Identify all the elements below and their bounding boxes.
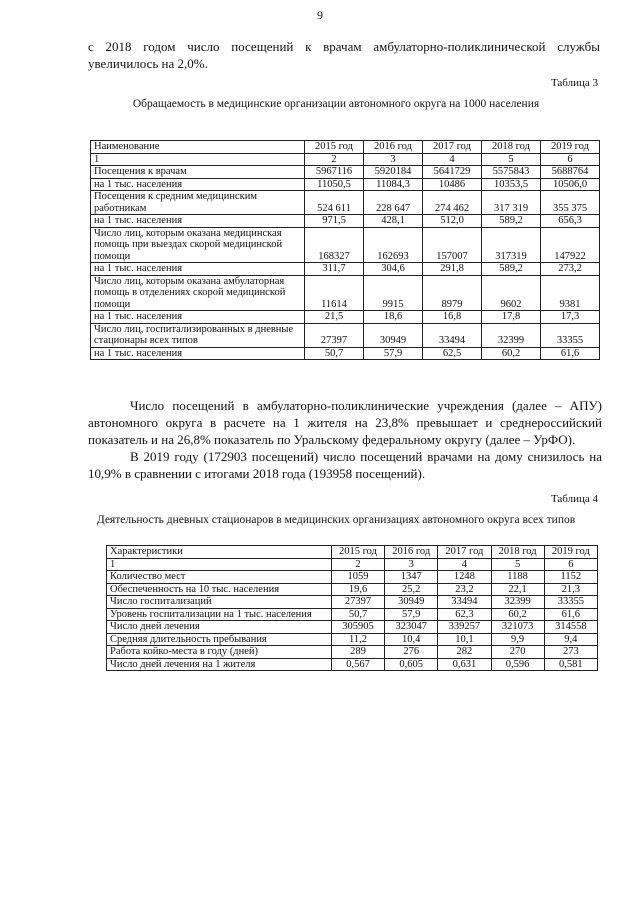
table-row — [107, 658, 598, 671]
table3-caption: Таблица 3 — [550, 77, 598, 89]
table-row — [91, 166, 600, 179]
cell-value: 33494 — [423, 323, 482, 347]
cell-value: 317 319 — [482, 191, 541, 215]
cell-value: 0,631 — [438, 658, 491, 671]
cell-value: 162693 — [364, 227, 423, 263]
cell-value: 5967116 — [305, 166, 364, 179]
paragraph-apu: Число посещений в амбулаторно-поликлинические учреждения (далее – АПУ) автономного округа в расчете на 1 жителя на 23,8% превышает и среднероссийский показатель и на 26,8% показатель по Уральскому федеральному округу (далее – УрФО). — [88, 398, 602, 447]
intro-paragraph: с 2018 годом число посещений к врачам амбулаторно-поликлинической службы увеличилось на 2,0%. — [88, 39, 600, 71]
table-row — [107, 583, 598, 596]
row-label: Средняя длительность пребывания — [107, 633, 332, 646]
cell-value: 10506,0 — [541, 178, 600, 191]
cell-value: 0,605 — [385, 658, 438, 671]
cell-value: 62,5 — [423, 347, 482, 360]
cell-value: 273 — [544, 646, 597, 659]
cell-value: 2018 год — [482, 141, 541, 154]
row-label: Число лиц, госпитализированных в дневные стационары всех типов — [91, 323, 305, 347]
cell-value: 3 — [364, 153, 423, 166]
cell-value: 6 — [541, 153, 600, 166]
row-label: Количество мест — [107, 571, 332, 584]
cell-value: 21,3 — [544, 583, 597, 596]
cell-value: 4 — [438, 558, 491, 571]
cell-value: 355 375 — [541, 191, 600, 215]
cell-value: 512,0 — [423, 215, 482, 228]
cell-value: 2 — [305, 153, 364, 166]
cell-value: 33355 — [544, 596, 597, 609]
cell-value: 589,2 — [482, 215, 541, 228]
cell-value: 8979 — [423, 275, 482, 311]
cell-value: 3 — [385, 558, 438, 571]
cell-value: 33355 — [541, 323, 600, 347]
table-row — [91, 191, 600, 215]
row-label: Посещения к врачам — [91, 166, 305, 179]
cell-value: 25,2 — [385, 583, 438, 596]
table-row — [107, 646, 598, 659]
row-label: Число дней лечения — [107, 621, 332, 634]
cell-value: 11084,3 — [364, 178, 423, 191]
cell-value: 305905 — [331, 621, 384, 634]
cell-value: 30949 — [364, 323, 423, 347]
cell-value: 50,7 — [305, 347, 364, 360]
paragraph-home-visits: В 2019 году (172903 посещений) число посещений врачами на дому снизилось на 10,9% в сравнении с итогами 2018 года (193958 посещений). — [88, 449, 602, 481]
cell-value: 5920184 — [364, 166, 423, 179]
cell-value: 9915 — [364, 275, 423, 311]
column-number-row — [107, 558, 598, 571]
page-number: 9 — [317, 8, 323, 22]
header-row — [91, 141, 600, 154]
cell-value: 2018 год — [491, 546, 544, 559]
cell-value: 61,6 — [541, 347, 600, 360]
cell-value: 19,6 — [331, 583, 384, 596]
cell-value: 289 — [331, 646, 384, 659]
cell-value: 314558 — [544, 621, 597, 634]
cell-value: 32399 — [482, 323, 541, 347]
cell-value: 0,596 — [491, 658, 544, 671]
cell-value: 30949 — [385, 596, 438, 609]
row-label: Число госпитализаций — [107, 596, 332, 609]
cell-value: 10353,5 — [482, 178, 541, 191]
cell-value: 9381 — [541, 275, 600, 311]
table-row — [91, 311, 600, 324]
table-row — [91, 263, 600, 276]
row-label: Число дней лечения на 1 жителя — [107, 658, 332, 671]
row-label: 1 — [107, 558, 332, 571]
row-label: Характеристики — [107, 546, 332, 559]
cell-value: 5641729 — [423, 166, 482, 179]
cell-value: 22,1 — [491, 583, 544, 596]
cell-value: 2017 год — [438, 546, 491, 559]
cell-value: 10486 — [423, 178, 482, 191]
cell-value: 11,2 — [331, 633, 384, 646]
table-row — [107, 633, 598, 646]
cell-value: 60,2 — [482, 347, 541, 360]
cell-value: 1152 — [544, 571, 597, 584]
table-row — [107, 596, 598, 609]
cell-value: 2017 год — [423, 141, 482, 154]
cell-value: 17,3 — [541, 311, 600, 324]
table-row — [91, 215, 600, 228]
cell-value: 589,2 — [482, 263, 541, 276]
cell-value: 2015 год — [331, 546, 384, 559]
row-label: Уровень госпитализации на 1 тыс. населения — [107, 608, 332, 621]
cell-value: 1188 — [491, 571, 544, 584]
cell-value: 5 — [482, 153, 541, 166]
cell-value: 23,2 — [438, 583, 491, 596]
cell-value: 971,5 — [305, 215, 364, 228]
cell-value: 282 — [438, 646, 491, 659]
row-label: на 1 тыс. населения — [91, 263, 305, 276]
cell-value: 11050,5 — [305, 178, 364, 191]
row-label: на 1 тыс. населения — [91, 178, 305, 191]
cell-value: 2015 год — [305, 141, 364, 154]
cell-value: 270 — [491, 646, 544, 659]
cell-value: 1248 — [438, 571, 491, 584]
table4 — [106, 545, 598, 671]
table-row — [91, 275, 600, 311]
cell-value: 10,1 — [438, 633, 491, 646]
cell-value: 147922 — [541, 227, 600, 263]
cell-value: 274 462 — [423, 191, 482, 215]
cell-value: 157007 — [423, 227, 482, 263]
cell-value: 21,5 — [305, 311, 364, 324]
cell-value: 11614 — [305, 275, 364, 311]
table-row — [107, 621, 598, 634]
cell-value: 62,3 — [438, 608, 491, 621]
cell-value: 57,9 — [364, 347, 423, 360]
table-row — [91, 347, 600, 360]
cell-value: 9,9 — [491, 633, 544, 646]
cell-value: 61,6 — [544, 608, 597, 621]
row-label: Посещения к средним медицинским работникам — [91, 191, 305, 215]
row-label: Число лиц, которым оказана амбулаторная помощь в отделениях скорой медицинской помощи — [91, 275, 305, 311]
cell-value: 16,8 — [423, 311, 482, 324]
row-label: Наименование — [91, 141, 305, 154]
cell-value: 2016 год — [364, 141, 423, 154]
cell-value: 50,7 — [331, 608, 384, 621]
cell-value: 1347 — [385, 571, 438, 584]
table-row — [107, 608, 598, 621]
cell-value: 656,3 — [541, 215, 600, 228]
cell-value: 57,9 — [385, 608, 438, 621]
row-label: на 1 тыс. населения — [91, 347, 305, 360]
row-label: Обеспеченность на 10 тыс. населения — [107, 583, 332, 596]
cell-value: 18,6 — [364, 311, 423, 324]
cell-value: 304,6 — [364, 263, 423, 276]
cell-value: 10,4 — [385, 633, 438, 646]
cell-value: 32399 — [491, 596, 544, 609]
cell-value: 339257 — [438, 621, 491, 634]
cell-value: 1059 — [331, 571, 384, 584]
cell-value: 321073 — [491, 621, 544, 634]
cell-value: 428,1 — [364, 215, 423, 228]
table-row — [107, 571, 598, 584]
table-row — [91, 227, 600, 263]
cell-value: 228 647 — [364, 191, 423, 215]
cell-value: 4 — [423, 153, 482, 166]
cell-value: 5 — [491, 558, 544, 571]
table4-title: Деятельность дневных стационаров в медицинских организациях автономного округа всех типов — [96, 514, 576, 526]
cell-value: 2016 год — [385, 546, 438, 559]
cell-value: 6 — [544, 558, 597, 571]
cell-value: 317319 — [482, 227, 541, 263]
table4-caption: Таблица 4 — [550, 493, 598, 505]
cell-value: 9602 — [482, 275, 541, 311]
cell-value: 2019 год — [544, 546, 597, 559]
cell-value: 168327 — [305, 227, 364, 263]
cell-value: 273,2 — [541, 263, 600, 276]
cell-value: 323047 — [385, 621, 438, 634]
header-row — [107, 546, 598, 559]
row-label: Работа койко-места в году (дней) — [107, 646, 332, 659]
cell-value: 60,2 — [491, 608, 544, 621]
row-label: Число лиц, которым оказана медицинская помощь при выездах скорой медицинской помощи — [91, 227, 305, 263]
cell-value: 0,581 — [544, 658, 597, 671]
row-label: 1 — [91, 153, 305, 166]
cell-value: 5575843 — [482, 166, 541, 179]
column-number-row — [91, 153, 600, 166]
table-row — [91, 323, 600, 347]
cell-value: 0,567 — [331, 658, 384, 671]
cell-value: 33494 — [438, 596, 491, 609]
table-row — [91, 178, 600, 191]
cell-value: 524 611 — [305, 191, 364, 215]
row-label: на 1 тыс. населения — [91, 311, 305, 324]
cell-value: 9,4 — [544, 633, 597, 646]
cell-value: 27397 — [305, 323, 364, 347]
row-label: на 1 тыс. населения — [91, 215, 305, 228]
cell-value: 311,7 — [305, 263, 364, 276]
table3-title: Обращаемость в медицинские организации автономного округа на 1000 населения — [132, 98, 540, 110]
table3 — [90, 140, 600, 360]
cell-value: 291,8 — [423, 263, 482, 276]
cell-value: 5688764 — [541, 166, 600, 179]
cell-value: 2019 год — [541, 141, 600, 154]
cell-value: 2 — [331, 558, 384, 571]
cell-value: 17,8 — [482, 311, 541, 324]
cell-value: 27397 — [331, 596, 384, 609]
cell-value: 276 — [385, 646, 438, 659]
